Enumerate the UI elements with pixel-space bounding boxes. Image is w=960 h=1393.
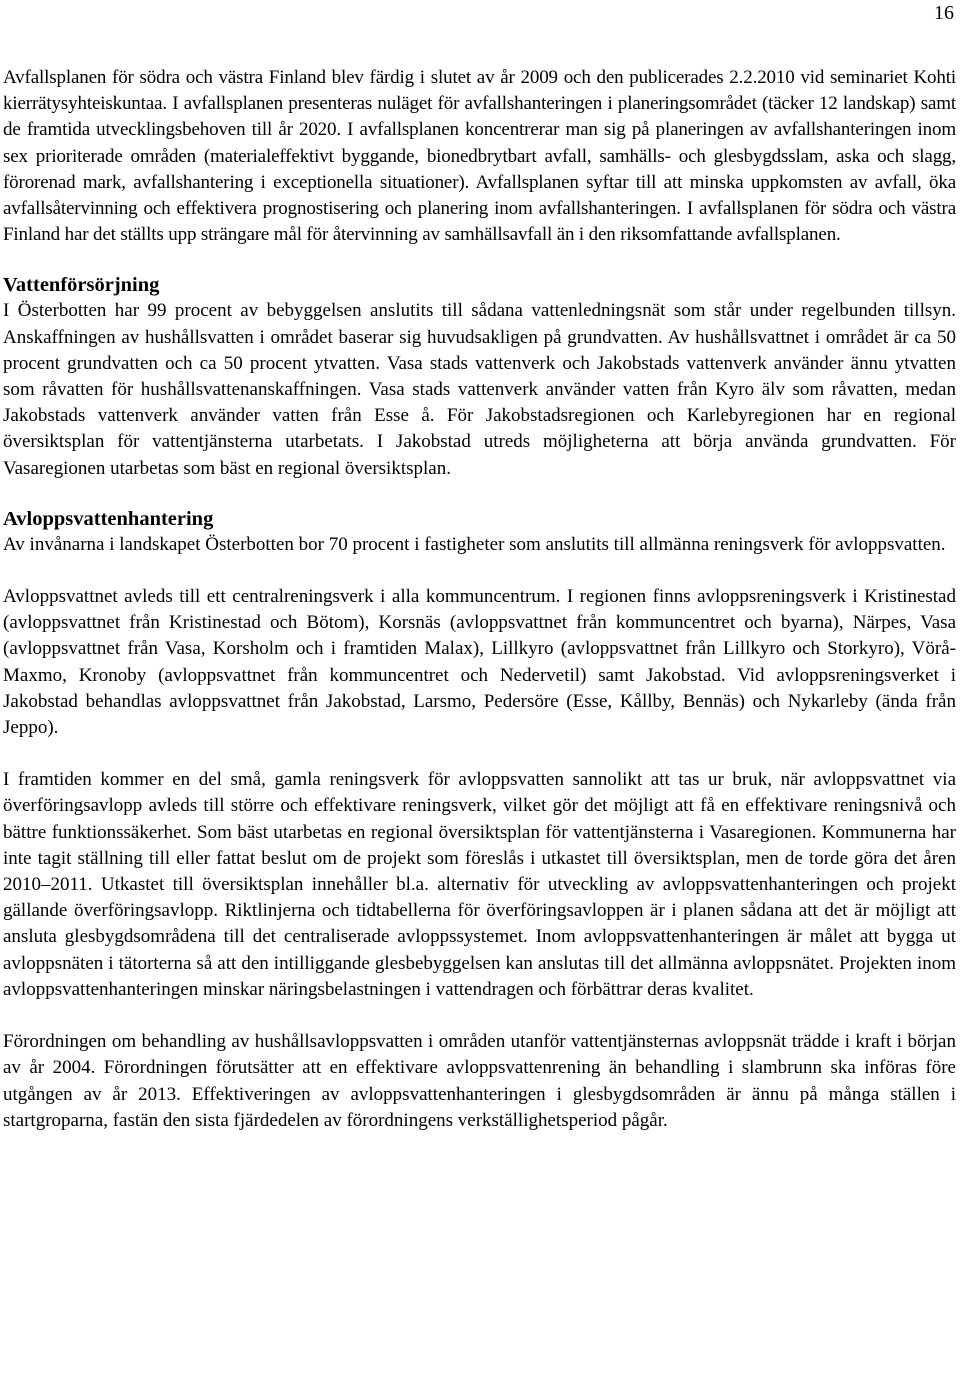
wastewater-paragraph-3: I framtiden kommer en del små, gamla reningsverk för avloppsvatten sannolikt att tas ur bruk, när avloppsvattnet via överföringsavlopp avleds till större och effektivare reningsverk, vilket gör det möjligt att få en effektivare reningsnivå och bättre funktionssäkerhet. Som bäst utarbetas en regional översiktsplan för vattentjänsterna i Vasaregionen. Kommunerna har inte tagit ställning till eller fattat beslut om de projekt som föreslås i utkastet till översiktsplan, men de torde göra det åren 2010–2011. Utkastet till översiktsplan innehåller bl.a. alternativ för utveckling av avloppsvattenhanteringen och projekt gällande överföringsavlopp. Riktlinjerna och tidtabellerna för överföringsavloppen är i planen sådana att det är möjligt att ansluta glesbygdsområdena till det centraliserade avloppssystemet. Inom avloppsvattenhanteringen är målet att bygga ut avloppsnäten i tätorterna så att den intilliggande glesbebyggelsen kan anslutas till det allmänna avloppsnätet. Projekten inom avloppsvattenhanteringen minskar näringsbelastningen i vattendragen och förbättrar deras kvalitet. <box>3 769 956 1000</box>
wastewater-heading: Avloppsvattenhantering <box>3 507 214 530</box>
water-supply-heading: Vattenförsörjning <box>3 274 160 297</box>
water-supply-paragraph: I Österbotten har 99 procent av bebyggelsen anslutits till sådana vattenledningsnät som står under regelbunden tillsyn. Anskaffningen av hushållsvatten i området baserar sig huvudsakligen på grundvatten. Av hushållsvattnet i området är ca 50 procent grundvatten och ca 50 procent ytvatten. Vasa stads vattenverk och Jakobstads vattenverk använder ännu ytvatten som råvatten för hushållsvattenanskaffningen. Vasa stads vattenverk använder vatten från Kyro älv som råvatten, medan Jakobstads vattenverk använder vatten från Esse å. För Jakobstadsregionen och Karlebyregionen har en regional översiktsplan för vattentjänsterna utarbetats. I Jakobstad utreds möjligheterna att börja använda grundvatten. För Vasaregionen utarbetas som bäst en regional översiktsplan. <box>3 300 956 479</box>
intro-paragraph: Avfallsplanen för södra och västra Finland blev färdig i slutet av år 2009 och den publicerades 2.2.2010 vid seminariet Kohti kierrätysyhteiskuntaa. I avfallsplanen presenteras nuläget för avfallshanteringen i planeringsområdet (täcker 12 landskap) samt de framtida utvecklingsbehoven till år 2020. I avfallsplanen koncentrerar man sig på planeringen av avfallshanteringen inom sex prioriterade områden (materialeffektivt byggande, bionedbrytbart avfall, samhälls- och glesbygdsslam, aska och slagg, förorenad mark, avfallshantering i exceptionella situationer). Avfallsplanen syftar till att minska uppkomsten av avfall, öka avfallsåtervinning och effektivera prognostisering och planering inom avfallshanteringen. I avfallsplanen för södra och västra Finland har det ställts upp strängare mål för återvinning av samhällsavfall än i den riksomfattande avfallsplanen. <box>3 67 956 246</box>
wastewater-paragraph-4: Förordningen om behandling av hushållsavloppsvatten i områden utanför vattentjänsternas avloppsnät trädde i kraft i början av år 2004. Förordningen förutsätter att en effektivare avloppsvattenrening än behandling i slambrunn ska införas före utgången av år 2013. Effektiveringen av avloppsvattenhanteringen i glesbygdsområden är ännu på många ställen i startgroparna, fastän den sista fjärdedelen av förordningens verkställighetsperiod pågår. <box>3 1031 956 1131</box>
wastewater-paragraph-1: Av invånarna i landskapet Österbotten bor 70 procent i fastigheter som anslutits till allmänna reningsverk för avloppsvatten. <box>3 533 946 555</box>
wastewater-paragraph-2: Avloppsvattnet avleds till ett centralreningsverk i alla kommuncentrum. I regionen finns avloppsreningsverk i Kristinestad (avloppsvattnet från Kristinestad och Bötom), Korsnäs (avloppsvattnet från kommuncentret och byarna), Närpes, Vasa (avloppsvattnet från Vasa, Korsholm och i framtiden Malax), Lillkyro (avloppsvattnet från Lillkyro och Storkyro), Vörå-Maxmo, Kronoby (avloppsvattnet från kommuncentret och Nedervetil) samt Jakobstad. Vid avloppsreningsverket i Jakobstad behandlas avloppsvattnet från Jakobstad, Larsmo, Pedersöre (Esse, Kållby, Bennäs) och Nykarleby (ända från Jeppo). <box>3 586 956 739</box>
page-number: 16 <box>934 2 954 24</box>
document-body <box>3 65 956 1134</box>
